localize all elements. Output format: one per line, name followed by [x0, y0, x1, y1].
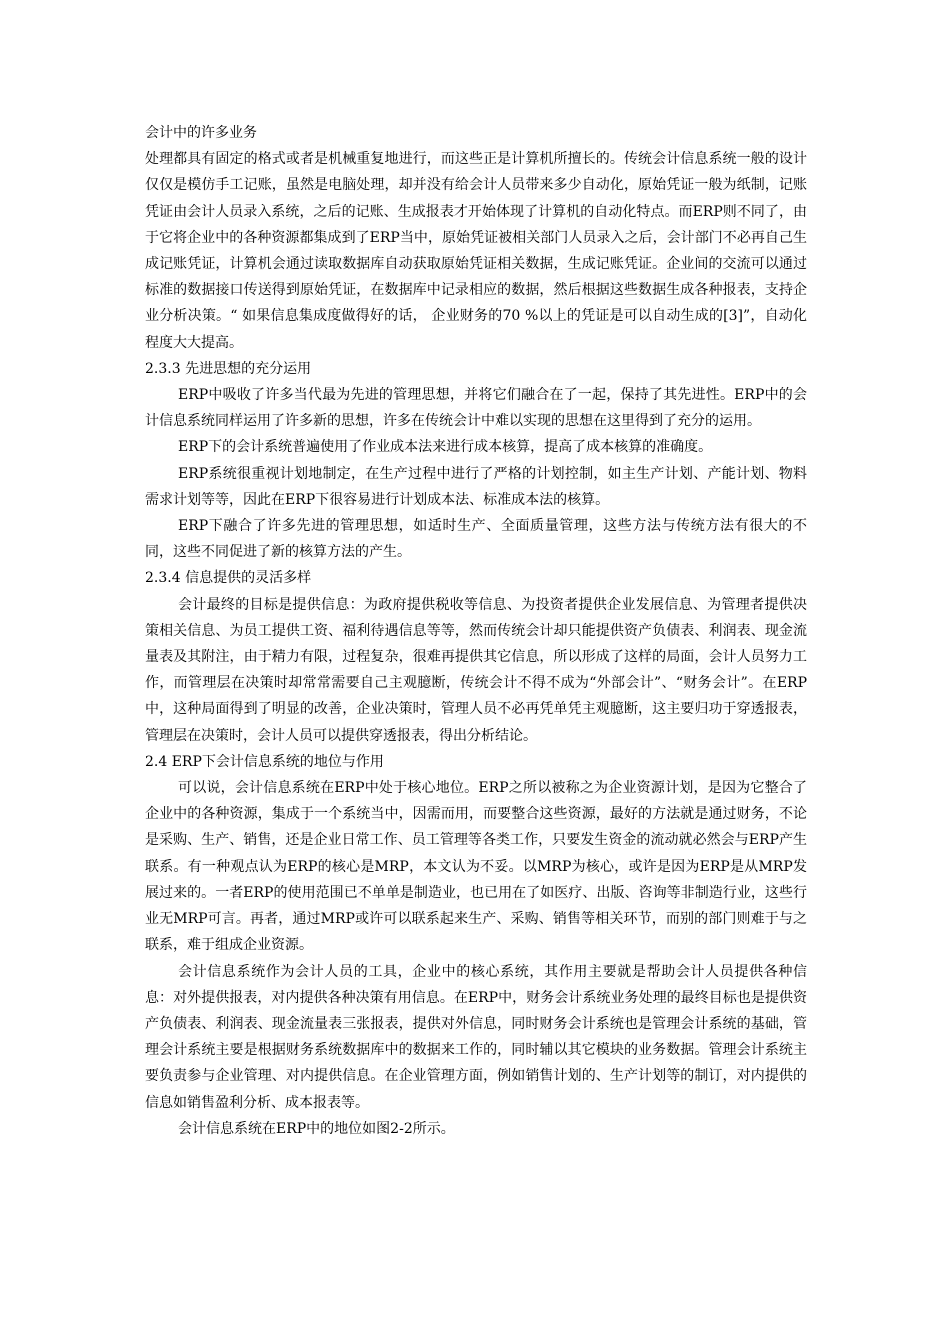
paragraph: ERP系统很重视计划地制定，在生产过程中进行了严格的计划控制，如主生产计划、产能计划、物料需求计划等等，因此在ERP下很容易进行计划成本法、标准成本法的核算。: [145, 465, 807, 508]
paragraph: ERP中吸收了许多当代最为先进的管理思想，并将它们融合在了一起，保持了其先进性。ERP中的会计信息系统同样运用了许多新的思想，许多在传统会计中难以实现的思想在这里得到了充分的运用。: [145, 387, 807, 430]
paragraph-continuation: 处理都具有固定的格式或者是机械重复地进行，而这些正是计算机所擅长的。传统会计信息系统一般的设计仅仅是模仿手工记账，虽然是电脑处理，却并没有给会计人员带来多少自动化，原始凭证一般为纸制，记账凭证由会计人员录入系统，之后的记账、生成报表才开始体现了计算机的自动化特点。而ERP则不同了，由于它将企业中的各种资源都集成到了ERP当中，原始凭证被相关部门人员录入之后，会计部门不必再自己生成记账凭证，计算机会通过读取数据库自动获取原始凭证相关数据，生成记账凭证。企业间的交流可以通过标准的数据接口传送得到原始凭证，在数据库中记录相应的数据，然后根据这些数据生成各种报表，支持企业分析决策。“ 如果信息集成度做得好的话， 企业财务的70 %以上的凭证是可以自动生成的[3]”，自动化程度大大提高。: [145, 151, 807, 351]
lead-line: 会计中的许多业务: [145, 125, 257, 141]
section-heading-2-3-4: 2.3.4 信息提供的灵活多样: [145, 570, 312, 587]
section-heading-2-4: 2.4 ERP下会计信息系统的地位与作用: [145, 753, 384, 770]
paragraph: ERP下的会计系统普遍使用了作业成本法来进行成本核算，提高了成本核算的准确度。: [178, 439, 713, 456]
paragraph: ERP下融合了许多先进的管理思想，如适时生产、全面质量管理，这些方法与传统方法有很大的不同，这些不同促进了新的核算方法的产生。: [145, 518, 807, 561]
paragraph: 可以说，会计信息系统在ERP中处于核心地位。ERP之所以被称之为企业资源计划，是因为它整合了企业中的各种资源，集成于一个系统当中，因需而用，而要整合这些资源，最好的方法就是通过财务，不论是采购、生产、销售，还是企业日常工作、员工管理等各类工作，只要发生资金的流动就必然会与ERP产生联系。有一种观点认为ERP的核心是MRP，本文认为不妥。以MRP为核心，或许是因为ERP是从MRP发展过来的。一者ERP的使用范围已不单单是制造业，也已用在了如医疗、出版、咨询等非制造行业，这些行业无MRP可言。再者，通过MRP或许可以联系起来生产、采购、销售等相关环节，而别的部门则难于与之联系，难于组成企业资源。: [145, 780, 807, 954]
paragraph: 会计信息系统在ERP中的地位如图2-2所示。: [178, 1120, 455, 1137]
paragraph: 会计最终的目标是提供信息：为政府提供税收等信息、为投资者提供企业发展信息、为管理者提供决策相关信息、为员工提供工资、福利待遇信息等等，然而传统会计却只能提供资产负债表、利润表、现金流量表及其附注，由于精力有限，过程复杂，很难再提供其它信息，所以形成了这样的局面，会计人员努力工作，而管理层在决策时却常常需要自己主观臆断，传统会计不得不成为“外部会计”、“财务会计”。在ERP中，这种局面得到了明显的改善，企业决策时，管理人员不必再凭单凭主观臆断，这主要归功于穿透报表，管理层在决策时，会计人员可以提供穿透报表，得出分析结论。: [145, 596, 807, 744]
section-heading-2-3-3: 2.3.3 先进思想的充分运用: [145, 360, 312, 377]
paragraph: 会计信息系统作为会计人员的工具，企业中的核心系统，其作用主要就是帮助会计人员提供各种信息：对外提供报表，对内提供各种决策有用信息。在ERP中，财务会计系统业务处理的最终目标也是提供资产负债表、利润表、现金流量表三张报表，提供对外信息，同时财务会计系统也是管理会计系统的基础，管理会计系统主要是根据财务系统数据库中的数据来工作的，同时辅以其它模块的业务数据。管理会计系统主要负责参与企业管理、对内提供信息。在企业管理方面，例如销售计划的、生产计划等的制订，对内提供的信息如销售盈利分析、成本报表等。: [145, 963, 807, 1111]
document-page: [145, 120, 807, 1142]
